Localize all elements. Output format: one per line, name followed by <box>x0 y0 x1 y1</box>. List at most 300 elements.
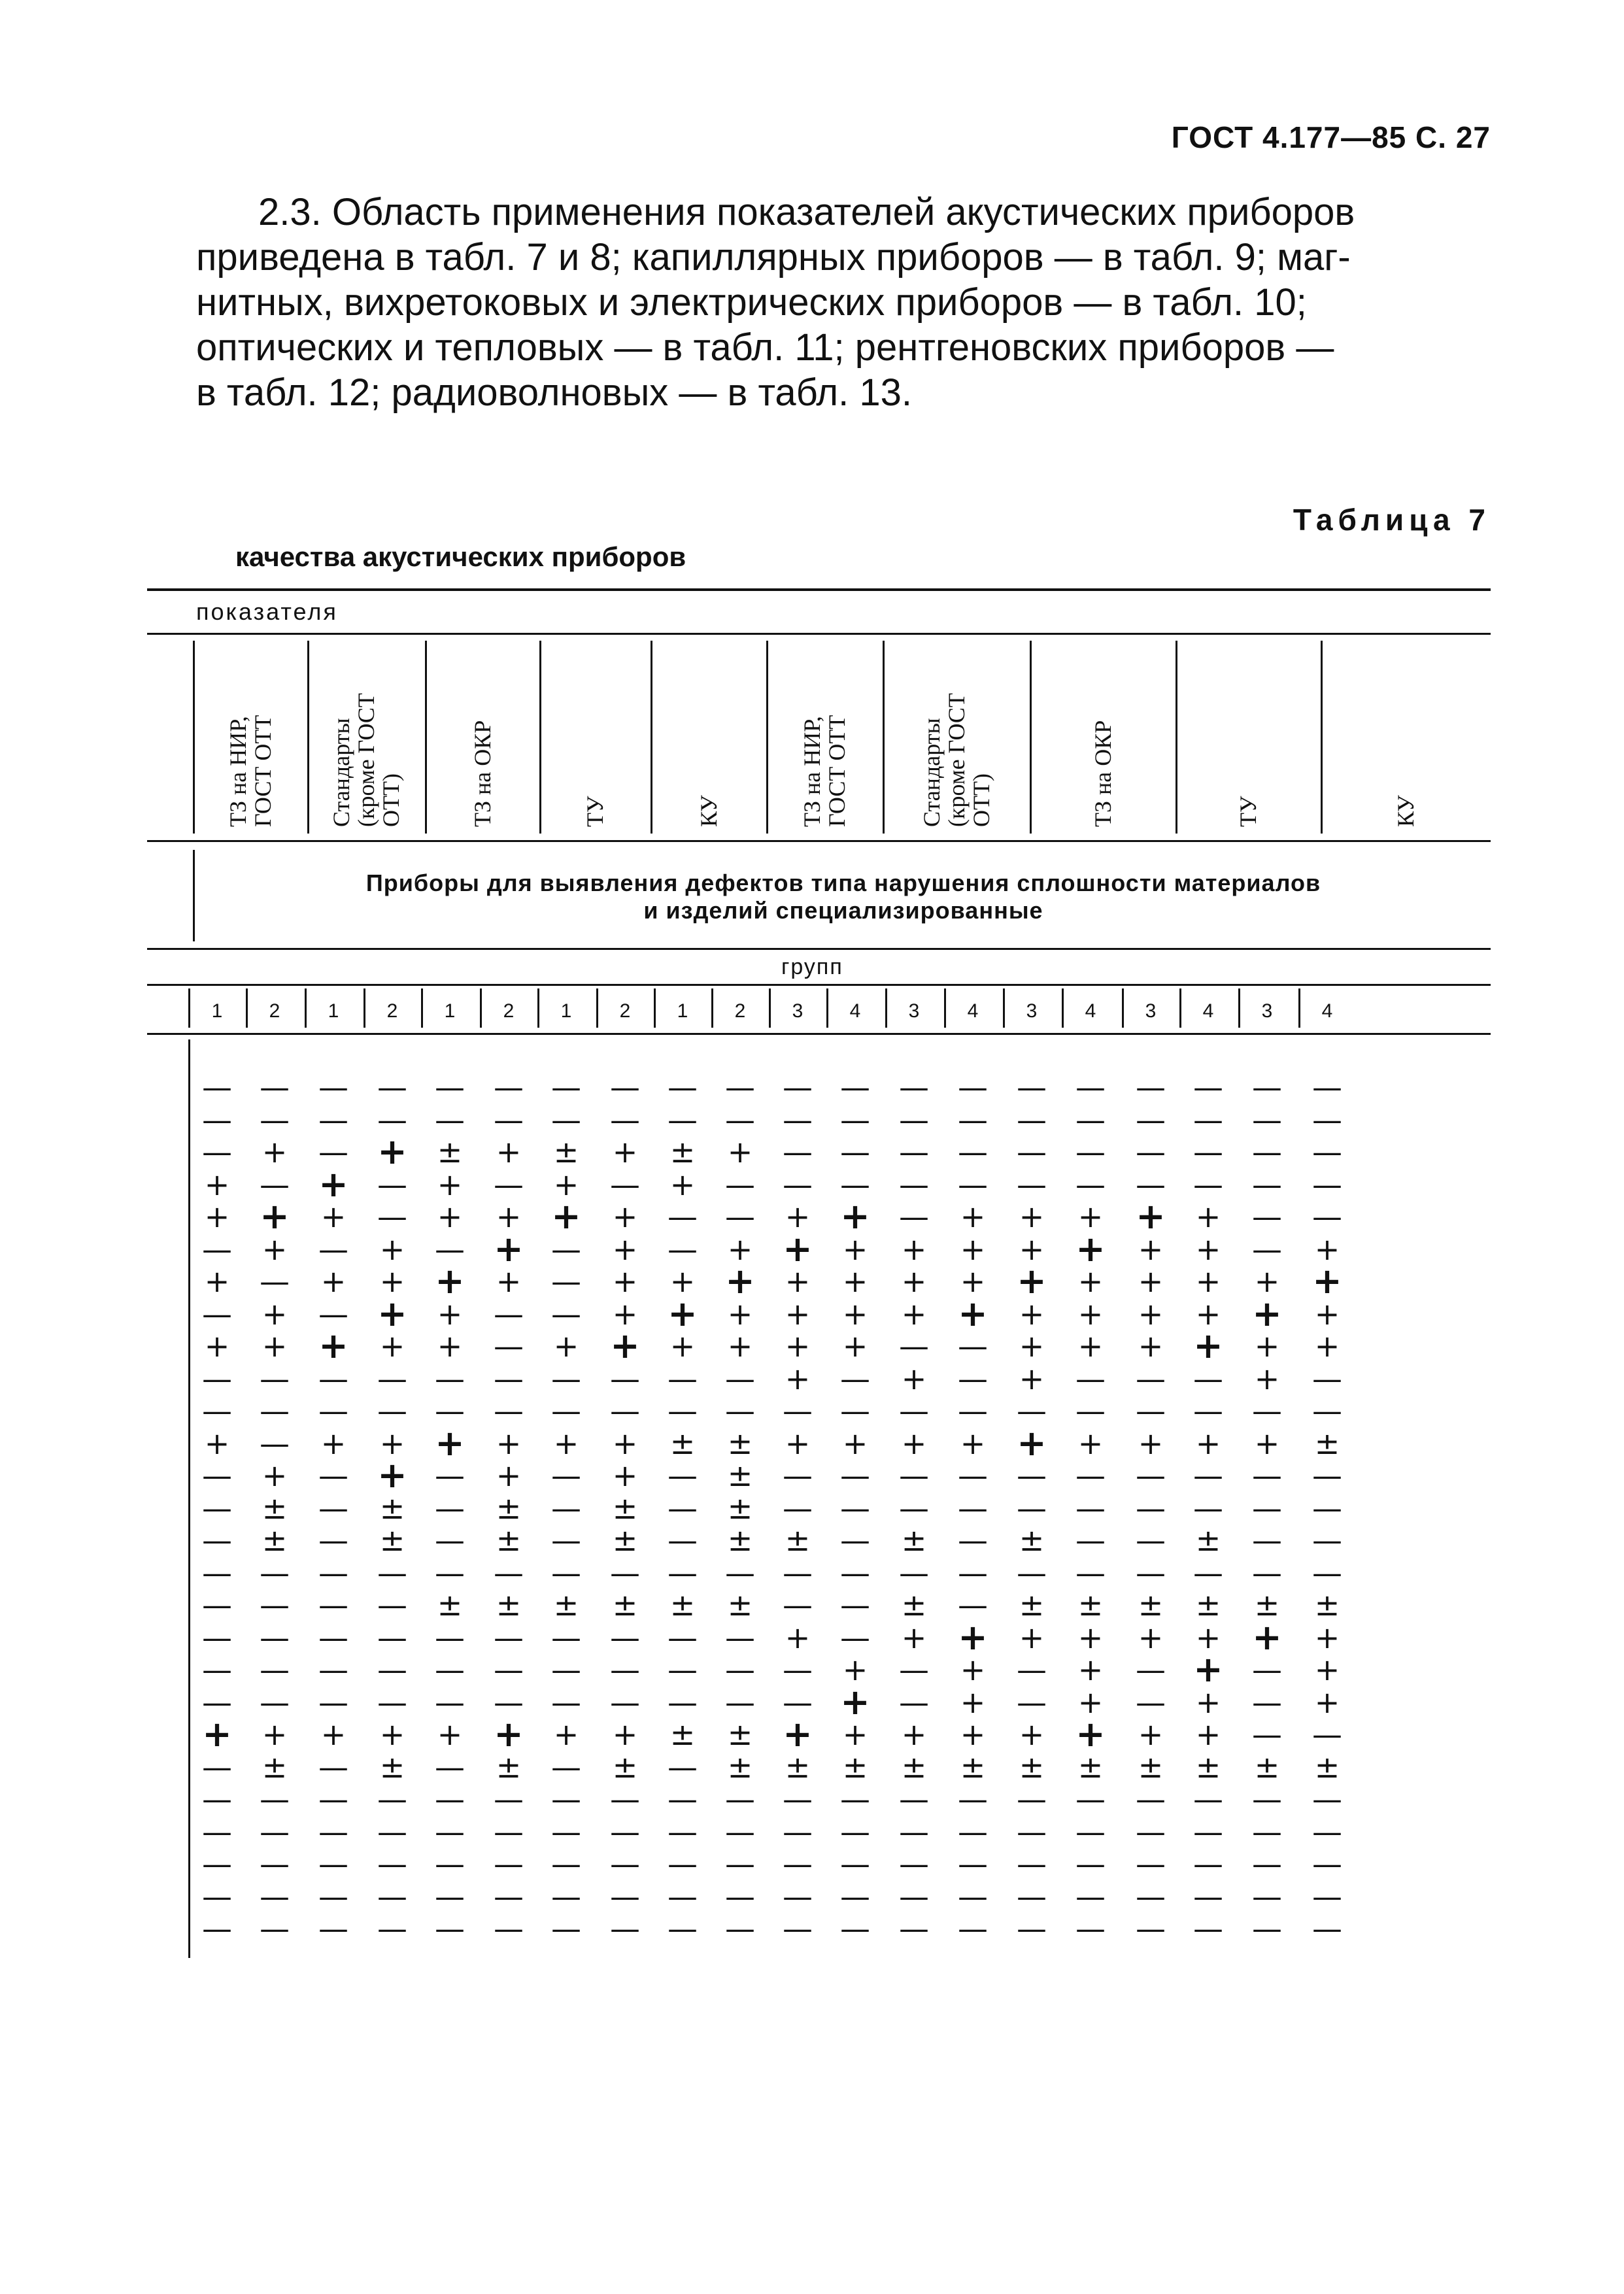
table-cell: — <box>318 1685 348 1720</box>
table-cell: ± <box>553 1134 579 1170</box>
group-number: 4 <box>1202 1000 1214 1022</box>
table-cell: — <box>840 1167 870 1202</box>
table-cell: + <box>204 1264 230 1299</box>
table-cell: — <box>1252 1458 1282 1493</box>
table-cell: — <box>318 1232 348 1267</box>
column-divider <box>1030 641 1032 834</box>
column-divider <box>1176 641 1177 834</box>
table-cell: — <box>202 1781 232 1817</box>
table-cell: — <box>494 1846 524 1881</box>
table-cell: ± <box>1195 1587 1221 1623</box>
column-header <box>766 644 883 827</box>
group-number-divider <box>1122 988 1124 1028</box>
table-cell: ± <box>785 1749 811 1785</box>
table-cell: — <box>725 1070 755 1105</box>
table-cell: — <box>551 1620 581 1655</box>
table-cell: + <box>1195 1426 1221 1461</box>
table-cell: + <box>1077 1620 1104 1655</box>
column-divider <box>425 641 427 834</box>
column-header-label: КУ <box>1393 795 1419 827</box>
table-cell: — <box>260 1426 290 1461</box>
table-cell: — <box>668 1458 698 1493</box>
table-cell: + <box>1314 1232 1340 1267</box>
table-cell: — <box>783 1879 813 1914</box>
table-cell: + <box>1254 1264 1280 1299</box>
table-cell: + <box>320 1199 347 1234</box>
table-cell: — <box>1136 1523 1166 1558</box>
table-cell: — <box>668 1102 698 1138</box>
column-header-label: ТЗ на ОКР <box>1089 720 1116 827</box>
table-cell: — <box>1136 1685 1166 1720</box>
table-cell: + <box>1195 1199 1221 1234</box>
table-cell: ± <box>1077 1749 1104 1785</box>
table-cell: — <box>377 1070 407 1105</box>
table-cell: — <box>840 1781 870 1817</box>
table-cell: ± <box>727 1523 753 1558</box>
table-cell: — <box>1252 1814 1282 1849</box>
table-cell: + <box>1195 1685 1221 1720</box>
table-cell: — <box>494 1814 524 1849</box>
table-cell: + <box>1077 1652 1104 1687</box>
table-cell: — <box>202 1685 232 1720</box>
table-cell: — <box>1017 1685 1047 1720</box>
table-cell: + <box>668 1293 698 1334</box>
table-cell: — <box>958 1523 988 1558</box>
table-cell: — <box>1075 1102 1106 1138</box>
table-cell: + <box>785 1328 811 1364</box>
table-cell: — <box>1075 1781 1106 1817</box>
table-cell: — <box>1312 1167 1342 1202</box>
table-cell: — <box>435 1749 465 1785</box>
table-cell: + <box>901 1264 927 1299</box>
table-cell: + <box>551 1196 581 1237</box>
table-cell: + <box>204 1167 230 1202</box>
table-cell: ± <box>727 1426 753 1461</box>
table-cell: — <box>318 1523 348 1558</box>
table-cell: + <box>1075 1228 1106 1270</box>
table-cell: + <box>958 1293 988 1334</box>
table-cell: — <box>435 1523 465 1558</box>
table-cell: + <box>553 1717 579 1752</box>
table-cell: + <box>1077 1296 1104 1332</box>
table-cell: — <box>435 1781 465 1817</box>
table-cell: — <box>840 1134 870 1170</box>
table-cell: ± <box>262 1749 288 1785</box>
table-cell: + <box>437 1199 463 1234</box>
table-cell: — <box>551 1232 581 1267</box>
group-number-divider <box>1003 988 1005 1028</box>
table-cell: — <box>260 1685 290 1720</box>
table-cell: — <box>1252 1685 1282 1720</box>
table-cell: — <box>725 1814 755 1849</box>
table-cell: + <box>785 1264 811 1299</box>
table-cell: ± <box>1138 1749 1164 1785</box>
table-cell: + <box>612 1426 638 1461</box>
table-cell: — <box>318 1555 348 1591</box>
table-cell: — <box>958 1167 988 1202</box>
table-cell: — <box>1136 1911 1166 1946</box>
table-cell: + <box>1019 1328 1045 1364</box>
table-cell: — <box>725 1620 755 1655</box>
table-cell: + <box>204 1328 230 1364</box>
table-cell: + <box>960 1232 986 1267</box>
table-cell: — <box>840 1846 870 1881</box>
table-cell: — <box>551 1814 581 1849</box>
table-cell: — <box>958 1491 988 1526</box>
table-cell: + <box>1075 1713 1106 1755</box>
table-cell: + <box>727 1328 753 1364</box>
table-cell: — <box>610 1070 640 1105</box>
table-cell: + <box>612 1199 638 1234</box>
group-number: 4 <box>967 1000 979 1022</box>
column-header-label: Стандарты (кроме ГОСТ ОТТ) <box>328 693 404 827</box>
table-cell: — <box>260 1781 290 1817</box>
table-cell: — <box>1136 1491 1166 1526</box>
table-cell: ± <box>727 1717 753 1752</box>
table-cell: + <box>437 1296 463 1332</box>
table-cell: — <box>318 1587 348 1623</box>
table-cell: — <box>1136 1393 1166 1428</box>
group-number-divider <box>654 988 656 1028</box>
table-cell: ± <box>1314 1426 1340 1461</box>
table-cell: ± <box>612 1587 638 1623</box>
table-cell: — <box>202 1587 232 1623</box>
table-cell: — <box>840 1555 870 1591</box>
table-cell: — <box>1075 1361 1106 1396</box>
table-cell: — <box>551 1070 581 1105</box>
table-cell: — <box>840 1587 870 1623</box>
table-cell: — <box>202 1555 232 1591</box>
table-cell: — <box>435 1102 465 1138</box>
table-cell: — <box>1193 1361 1223 1396</box>
group-title-line: Приборы для выявления дефектов типа нарушения сплошности материалов <box>365 869 1321 896</box>
table-cell: + <box>783 1228 813 1270</box>
table-cell: — <box>318 1134 348 1170</box>
table-cell: + <box>1017 1260 1047 1302</box>
table-cell: + <box>842 1296 868 1332</box>
table-cell: — <box>1193 1814 1223 1849</box>
table-cell: — <box>899 1781 929 1817</box>
table-cell: + <box>1019 1296 1045 1332</box>
header-bottom-rule <box>147 840 1491 842</box>
table-cell: + <box>262 1134 288 1170</box>
table-cell: — <box>1252 1846 1282 1881</box>
table-cell: + <box>725 1260 755 1302</box>
table-cell: — <box>377 1685 407 1720</box>
table-cell: — <box>958 1587 988 1623</box>
table-cell: ± <box>1195 1749 1221 1785</box>
table-cell: — <box>610 1555 640 1591</box>
table-cell: — <box>1312 1134 1342 1170</box>
table-cell: + <box>1193 1649 1223 1690</box>
table-cell: — <box>260 1393 290 1428</box>
group-left-border <box>193 850 195 941</box>
table-cell: ± <box>1254 1749 1280 1785</box>
table-cell: — <box>202 1232 232 1267</box>
table-cell: + <box>204 1426 230 1461</box>
table-cell: — <box>377 1814 407 1849</box>
table-cell: — <box>1312 1523 1342 1558</box>
table-cell: — <box>494 1393 524 1428</box>
table-cell: — <box>1312 1911 1342 1946</box>
table-cell: ± <box>785 1523 811 1558</box>
column-divider <box>651 641 652 834</box>
table-cell: + <box>1254 1328 1280 1364</box>
table-cell: — <box>435 1555 465 1591</box>
table-cell: — <box>610 1814 640 1849</box>
table-cell: — <box>202 1879 232 1914</box>
table-cell: — <box>260 1879 290 1914</box>
table-cell: + <box>435 1260 465 1302</box>
table-cell: — <box>899 1328 929 1364</box>
table-cell: — <box>377 1846 407 1881</box>
table-cell: — <box>1136 1167 1166 1202</box>
column-header-label: ТУ <box>1235 796 1261 827</box>
group-title <box>196 869 1491 924</box>
column-header <box>1321 644 1491 827</box>
table-cell: — <box>610 1685 640 1720</box>
table-cell: — <box>1312 1814 1342 1849</box>
table-cell: — <box>202 1393 232 1428</box>
table-cell: — <box>1017 1102 1047 1138</box>
table-cell: — <box>958 1911 988 1946</box>
table-cell: — <box>668 1491 698 1526</box>
table-cell: — <box>494 1102 524 1138</box>
table-cell: — <box>318 1393 348 1428</box>
table-cell: — <box>260 1620 290 1655</box>
table-cell: — <box>1136 1134 1166 1170</box>
column-header-label: КУ <box>695 795 722 827</box>
table-cell: — <box>202 1491 232 1526</box>
table-cell: + <box>377 1293 407 1334</box>
table-cell: + <box>494 1228 524 1270</box>
table-cell: — <box>494 1911 524 1946</box>
table-cell: ± <box>437 1134 463 1170</box>
table-cell: — <box>1075 1879 1106 1914</box>
table-cell: + <box>320 1264 347 1299</box>
table-cell: — <box>668 1232 698 1267</box>
table-cell: + <box>785 1426 811 1461</box>
table-cell: + <box>610 1325 640 1366</box>
table-cell: — <box>1312 1199 1342 1234</box>
table-cell: — <box>260 1846 290 1881</box>
table-cell: — <box>899 1652 929 1687</box>
table-cell: — <box>899 1393 929 1428</box>
table-cell: — <box>1075 1458 1106 1493</box>
table-cell: ± <box>1019 1587 1045 1623</box>
table-cell: — <box>958 1361 988 1396</box>
table-cell: ± <box>727 1458 753 1493</box>
table-cell: — <box>1193 1491 1223 1526</box>
table-cell: — <box>783 1846 813 1881</box>
table-cell: + <box>377 1455 407 1496</box>
table-cell: — <box>1075 1555 1106 1591</box>
table-cell: — <box>958 1070 988 1105</box>
table-cell: + <box>496 1134 522 1170</box>
group-number-divider <box>246 988 248 1028</box>
table-cell: + <box>842 1426 868 1461</box>
column-divider <box>193 641 195 834</box>
table-cell: + <box>262 1717 288 1752</box>
table-cell: — <box>840 1070 870 1105</box>
table-cell: — <box>899 1555 929 1591</box>
table-top-rule <box>147 588 1491 591</box>
table-cell: ± <box>727 1491 753 1526</box>
table-cell: — <box>1252 1199 1282 1234</box>
table-cell: — <box>725 1167 755 1202</box>
table-cell: + <box>612 1264 638 1299</box>
table-cell: + <box>785 1296 811 1332</box>
table-cell: — <box>1312 1393 1342 1428</box>
table-cell: — <box>899 1134 929 1170</box>
table-cell: — <box>551 1846 581 1881</box>
table-cell: — <box>1312 1781 1342 1817</box>
table-cell: ± <box>496 1749 522 1785</box>
table-cell: ± <box>1314 1749 1340 1785</box>
table-cell: — <box>725 1879 755 1914</box>
table-cell: — <box>1312 1846 1342 1881</box>
table-cell: — <box>1136 1879 1166 1914</box>
column-header-label: ТУ <box>582 796 608 827</box>
groups-label: групп <box>781 954 843 979</box>
table-cell: — <box>783 1070 813 1105</box>
table-cell: — <box>899 1199 929 1234</box>
table-cell: — <box>1017 1555 1047 1591</box>
table-cell: — <box>1136 1102 1166 1138</box>
group-number-divider <box>1179 988 1181 1028</box>
table-cell: — <box>899 1911 929 1946</box>
table-cell: — <box>725 1199 755 1234</box>
groups-rule <box>147 948 1491 950</box>
group-number-divider <box>1238 988 1240 1028</box>
table-cell: — <box>435 1393 465 1428</box>
table-cell: + <box>1019 1199 1045 1234</box>
table-cell: — <box>1017 1458 1047 1493</box>
table-cell: — <box>1193 1555 1223 1591</box>
table-cell: + <box>318 1164 348 1205</box>
column-header-label: ТЗ на НИР, ГОСТ ОТТ <box>799 715 850 827</box>
table-cell: + <box>1314 1652 1340 1687</box>
table-cell: — <box>1017 1393 1047 1428</box>
table-cell: — <box>435 1491 465 1526</box>
table-cell: — <box>318 1781 348 1817</box>
table-cell: — <box>318 1458 348 1493</box>
table-cell: + <box>1017 1423 1047 1464</box>
table-cell: — <box>260 1167 290 1202</box>
table-cell: — <box>840 1620 870 1655</box>
group-number-divider <box>944 988 946 1028</box>
table-cell: — <box>1075 1814 1106 1849</box>
table-cell: — <box>610 1846 640 1881</box>
table-cell: — <box>202 1749 232 1785</box>
group-number-divider <box>480 988 482 1028</box>
table-cell: — <box>958 1846 988 1881</box>
table-cell: + <box>785 1620 811 1655</box>
group-number: 2 <box>386 1000 398 1022</box>
table-cell: + <box>1138 1620 1164 1655</box>
table-cell: — <box>202 1523 232 1558</box>
table-cell: — <box>1193 1911 1223 1946</box>
table-cell: + <box>1019 1717 1045 1752</box>
table-cell: — <box>494 1296 524 1332</box>
table-cell: + <box>842 1232 868 1267</box>
table-cell: — <box>435 1685 465 1720</box>
table-cell: — <box>958 1328 988 1364</box>
table-cell: — <box>610 1781 640 1817</box>
table-cell: — <box>899 1846 929 1881</box>
table-cell: + <box>1314 1620 1340 1655</box>
table-cell: ± <box>496 1587 522 1623</box>
table-cell: + <box>612 1717 638 1752</box>
table-cell: — <box>435 1070 465 1105</box>
table-cell: — <box>1075 1393 1106 1428</box>
table-cell: + <box>727 1232 753 1267</box>
table-cell: + <box>727 1134 753 1170</box>
table-cell: — <box>783 1781 813 1817</box>
table-cell: — <box>1136 1458 1166 1493</box>
table-cell: + <box>496 1458 522 1493</box>
table-cell: ± <box>901 1587 927 1623</box>
table-cell: — <box>260 1911 290 1946</box>
table-cell: ± <box>1138 1587 1164 1623</box>
table-cell: + <box>318 1325 348 1366</box>
table-cell: — <box>1193 1458 1223 1493</box>
table-cell: — <box>1136 1361 1166 1396</box>
table-cell: — <box>202 1102 232 1138</box>
table-cell: — <box>551 1393 581 1428</box>
column-divider <box>307 641 309 834</box>
table-cell: — <box>840 1523 870 1558</box>
table-cell: ± <box>1019 1749 1045 1785</box>
intro-line: приведена в табл. 7 и 8; капиллярных приборов — в табл. 9; маг- <box>196 236 1351 278</box>
table-cell: + <box>260 1196 290 1237</box>
table-cell: — <box>318 1652 348 1687</box>
table-cell: + <box>1138 1426 1164 1461</box>
table-cell: — <box>202 1846 232 1881</box>
table-cell: + <box>1314 1296 1340 1332</box>
table-cell: ± <box>437 1587 463 1623</box>
column-divider <box>883 641 885 834</box>
table-cell: + <box>669 1167 696 1202</box>
table-cell: — <box>202 1911 232 1946</box>
table-cell: + <box>1077 1264 1104 1299</box>
table-cell: — <box>783 1393 813 1428</box>
table-cell: — <box>435 1911 465 1946</box>
table-cell: — <box>1193 1781 1223 1817</box>
table-cell: — <box>668 1846 698 1881</box>
table-cell: — <box>1193 1393 1223 1428</box>
table-cell: — <box>202 1620 232 1655</box>
table-cell: — <box>840 1491 870 1526</box>
table-cell: — <box>551 1749 581 1785</box>
table-cell: ± <box>496 1491 522 1526</box>
table-cell: — <box>725 1393 755 1428</box>
table-cell: — <box>725 1361 755 1396</box>
table-cell: — <box>318 1911 348 1946</box>
table-cell: — <box>610 1620 640 1655</box>
table-cell: + <box>901 1426 927 1461</box>
group-number: 2 <box>619 1000 631 1022</box>
group-number-divider <box>364 988 365 1028</box>
table-cell: + <box>842 1328 868 1364</box>
table-cell: — <box>1136 1070 1166 1105</box>
table-cell: — <box>318 1846 348 1881</box>
column-header-label: Стандарты (кроме ГОСТ ОТТ) <box>918 693 994 827</box>
table-cell: + <box>958 1617 988 1658</box>
table-cell: — <box>840 1458 870 1493</box>
table-cell: + <box>1138 1296 1164 1332</box>
group-numbers-rule <box>147 984 1491 986</box>
